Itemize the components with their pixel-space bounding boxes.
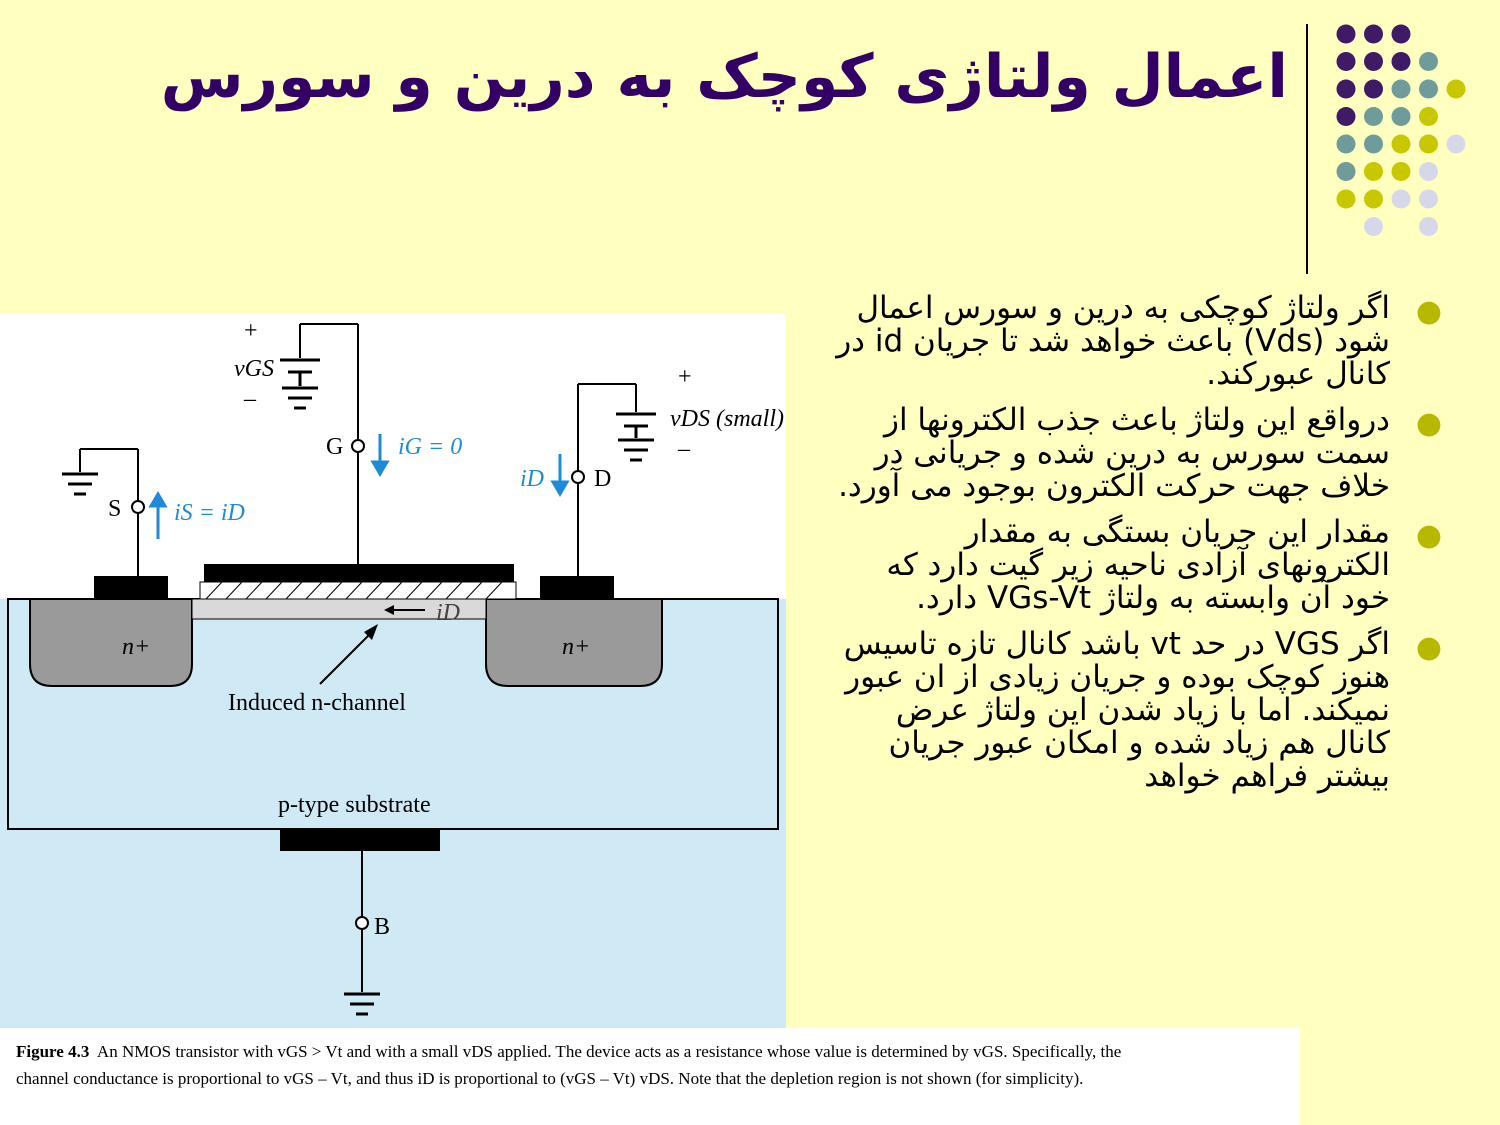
drain-label: D	[594, 466, 612, 492]
vds-label: vDS (small)	[670, 406, 784, 432]
vds-minus-label: –	[678, 436, 690, 462]
decorative-dot	[1364, 217, 1383, 236]
n-plus-right-label: n+	[562, 634, 591, 660]
decorative-dot	[1419, 217, 1438, 236]
decorative-dot	[1337, 190, 1356, 209]
decorative-dot	[1392, 190, 1411, 209]
decorative-dot	[1364, 25, 1383, 44]
decorative-dot	[1447, 80, 1466, 99]
induced-channel-label: Induced n-channel	[228, 690, 406, 716]
decorative-dot	[1337, 107, 1356, 126]
decorative-dot	[1419, 135, 1438, 154]
decorative-dot	[1392, 25, 1411, 44]
bullet-icon: ●	[1415, 294, 1442, 329]
ig-label: iG = 0	[398, 434, 463, 460]
body-contact	[280, 829, 440, 851]
is-label: iS = iD	[174, 500, 245, 526]
bullet-text: اگر ولتاژ کوچکی به درین و سورس اعمال شود (Vds) باعث خواهد شد تا جریان id در کانال عبورکند.	[836, 290, 1390, 392]
bullet-text: اگر VGS در حد vt باشد کانال تازه تاسیس هنوز کوچک بوده و جریان زیادی از ان عبور نمیکند. اما با زیاد شدن این ولتاژ عرض کانال هم زیاد شده و امکان عبور جریان بیشتر فراهم خواهد	[843, 626, 1390, 794]
nmos-figure	[0, 314, 786, 1030]
source-label: S	[108, 496, 122, 522]
decorative-dot	[1419, 80, 1438, 99]
caption-label: Figure 4.3	[16, 1042, 90, 1061]
bullet-item	[830, 402, 1442, 504]
decorative-dot	[1364, 135, 1383, 154]
decorative-dot	[1419, 162, 1438, 181]
decorative-dot	[1392, 135, 1411, 154]
decorative-dot	[1337, 135, 1356, 154]
bullet-item	[830, 290, 1442, 392]
decorative-dot	[1337, 25, 1356, 44]
decorative-dot	[1337, 162, 1356, 181]
bullet-text: مقدار این جریان بستگی به مقدار الکترونهای آزادی ناحیه زیر گیت دارد که خود آن وابسته به ولتاژ VGs-Vt دارد.	[886, 514, 1390, 616]
bullet-list	[830, 290, 1442, 806]
decorative-dot	[1364, 52, 1383, 71]
vgs-plus-label: +	[244, 318, 258, 344]
decorative-dot	[1392, 52, 1411, 71]
n-plus-source-well	[30, 599, 192, 686]
decorative-dot	[1392, 107, 1411, 126]
decorative-dot-grid	[0, 0, 1500, 260]
bullet-item	[830, 514, 1442, 616]
decorative-dot	[1392, 80, 1411, 99]
source-contact	[94, 576, 168, 598]
bullet-icon: ●	[1415, 630, 1442, 665]
decorative-dot	[1364, 162, 1383, 181]
decorative-dot	[1337, 52, 1356, 71]
decorative-dot	[1419, 190, 1438, 209]
decorative-dot	[1364, 80, 1383, 99]
body-label: B	[374, 914, 391, 940]
bullet-icon: ●	[1415, 406, 1442, 441]
substrate-label: p-type substrate	[278, 792, 431, 818]
gate-contact	[204, 564, 514, 582]
decorative-dot	[1364, 107, 1383, 126]
caption-text: An NMOS transistor with vGS > Vt and with a small vDS applied. The device acts as a resistance whose value is determined by vGS. Specifically, the channel conductance is proportional to vGS – Vt, and thus iD is proportional to (vGS – Vt) vDS. Note that the depletion region is not shown (for simplicity).	[16, 1042, 1122, 1088]
figure-caption	[0, 1028, 1300, 1125]
decorative-dot	[1392, 162, 1411, 181]
vgs-minus-label: –	[244, 386, 256, 412]
drain-contact	[540, 576, 614, 598]
vgs-label: vGS	[234, 356, 274, 382]
bullet-text: درواقع این ولتاژ باعث جذب الکترونها از سمت سورس به درین شده و جریانی در خلاف جهت حرکت الکترون بوجود می آورد.	[838, 402, 1390, 504]
id-drain-label: iD	[520, 466, 544, 492]
bullet-item	[830, 626, 1442, 794]
decorative-dot	[1419, 52, 1438, 71]
bullet-icon: ●	[1415, 518, 1442, 553]
gate-label: G	[326, 434, 344, 460]
vds-plus-label: +	[678, 364, 692, 390]
decorative-dot	[1337, 80, 1356, 99]
decorative-dot	[1419, 107, 1438, 126]
id-channel-label: iD	[436, 600, 460, 626]
decorative-dot	[1364, 190, 1383, 209]
n-plus-left-label: n+	[122, 634, 151, 660]
decorative-dot	[1447, 135, 1466, 154]
slide-title: اعمال ولتاژی کوچک به درین و سورس	[160, 42, 1288, 112]
